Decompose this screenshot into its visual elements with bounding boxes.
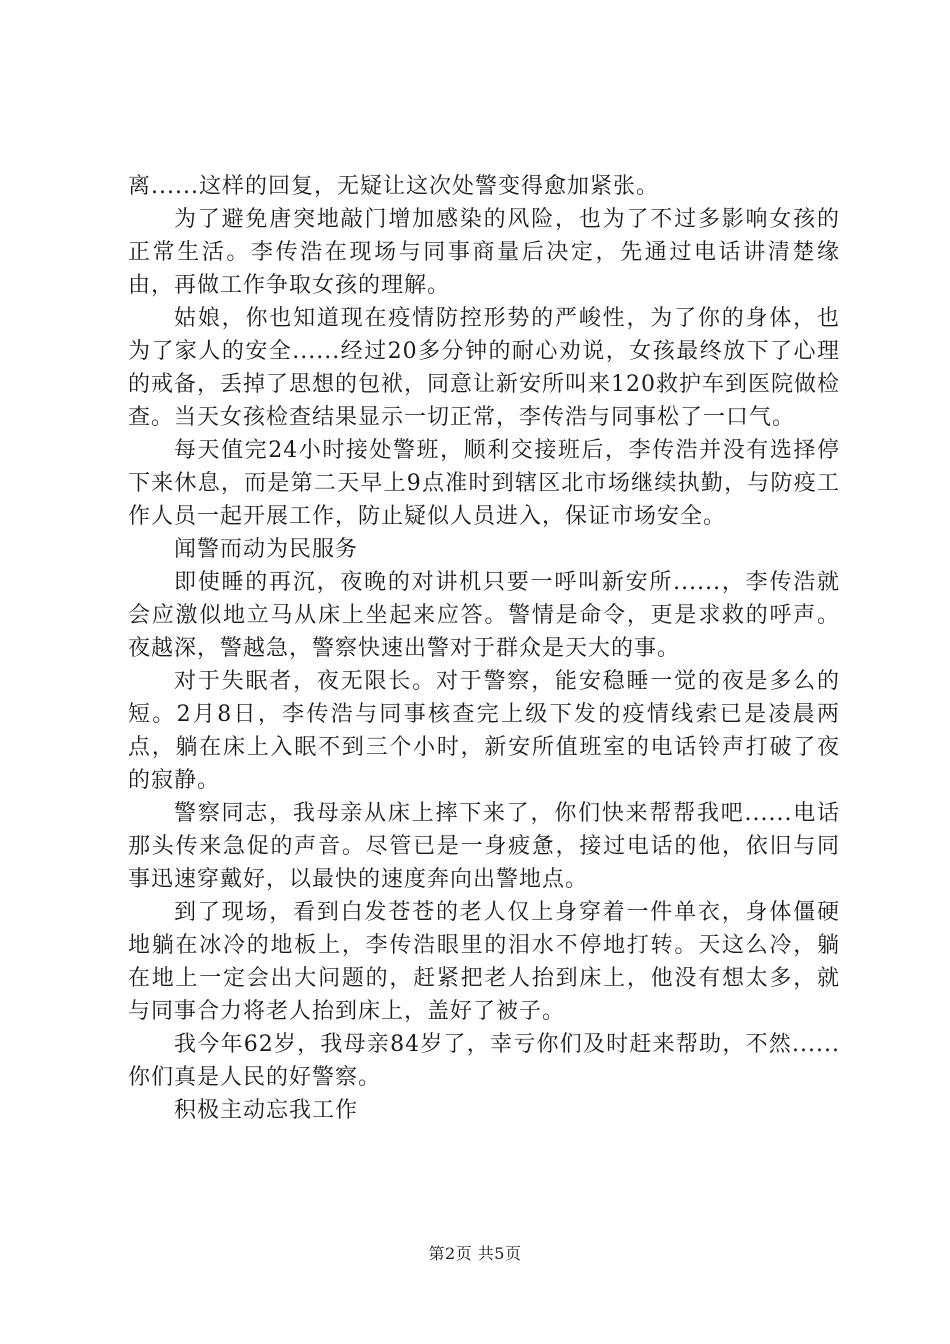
paragraph-4: 每天值完24小时接处警班，顺利交接班后，李传浩并没有选择停下来休息，而是第二天早上9点准时到辖区北市场继续执勤，与防疫工作人员一起开展工作，防止疑似人员进入，保证市场安全。 [128, 438, 840, 529]
paragraph-6: 对于失眠者，夜无限长。对于警察，能安稳睡一觉的夜是多么的短。2月8日，李传浩与同事核查完上级下发的疫情线索已是凌晨两点，躺在床上入眠不到三个小时，新安所值班室的电话铃声打破了夜的寂静。 [128, 669, 840, 793]
paragraph-1: 离......这样的回复，无疑让这次处警变得愈加紧张。 [128, 174, 659, 199]
paragraph-7: 警察同志，我母亲从床上摔下来了，你们快来帮帮我吧......电话那头传来急促的声音。尽管已是一身疲惫，接过电话的他，依旧与同事迅速穿戴好，以最快的速度奔向出警地点。 [128, 801, 840, 892]
paragraph-9: 我今年62岁，我母亲84岁了，幸亏你们及时赶来帮助，不然......你们真是人民的好警察。 [128, 1032, 840, 1090]
section-heading-1: 闻警而动为民服务 [174, 537, 359, 562]
paragraph-2: 为了避免唐突地敲门增加感染的风险，也为了不过多影响女孩的正常生活。李传浩在现场与同事商量后决定，先通过电话讲清楚缘由，再做工作争取女孩的理解。 [128, 207, 840, 298]
paragraph-8: 到了现场，看到白发苍苍的老人仅上身穿着一件单衣，身体僵硬地躺在冰冷的地板上，李传浩眼里的泪水不停地打转。天这么冷，躺在地上一定会出大问题的，赶紧把老人抬到床上，他没有想太多，就与同事合力将老人抬到床上，盖好了被子。 [128, 900, 840, 1024]
paragraph-5: 即使睡的再沉，夜晚的对讲机只要一呼叫新安所......，李传浩就会应激似地立马从床上坐起来应答。警情是命令，更是求救的呼声。夜越深，警越急，警察快速出警对于群众是天大的事。 [128, 570, 840, 661]
section-heading-2: 积极主动忘我工作 [174, 1098, 359, 1123]
paragraph-3: 姑娘，你也知道现在疫情防控形势的严峻性，为了你的身体，也为了家人的安全......经过20多分钟的耐心劝说，女孩最终放下了心理的戒备，丢掉了思想的包袱，同意让新安所叫来120救护车到医院做检查。当天女孩检查结果显示一切正常，李传浩与同事松了一口气。 [128, 306, 840, 430]
page-footer: 第2页 共5页 [428, 1244, 522, 1263]
body-text [128, 170, 840, 1127]
